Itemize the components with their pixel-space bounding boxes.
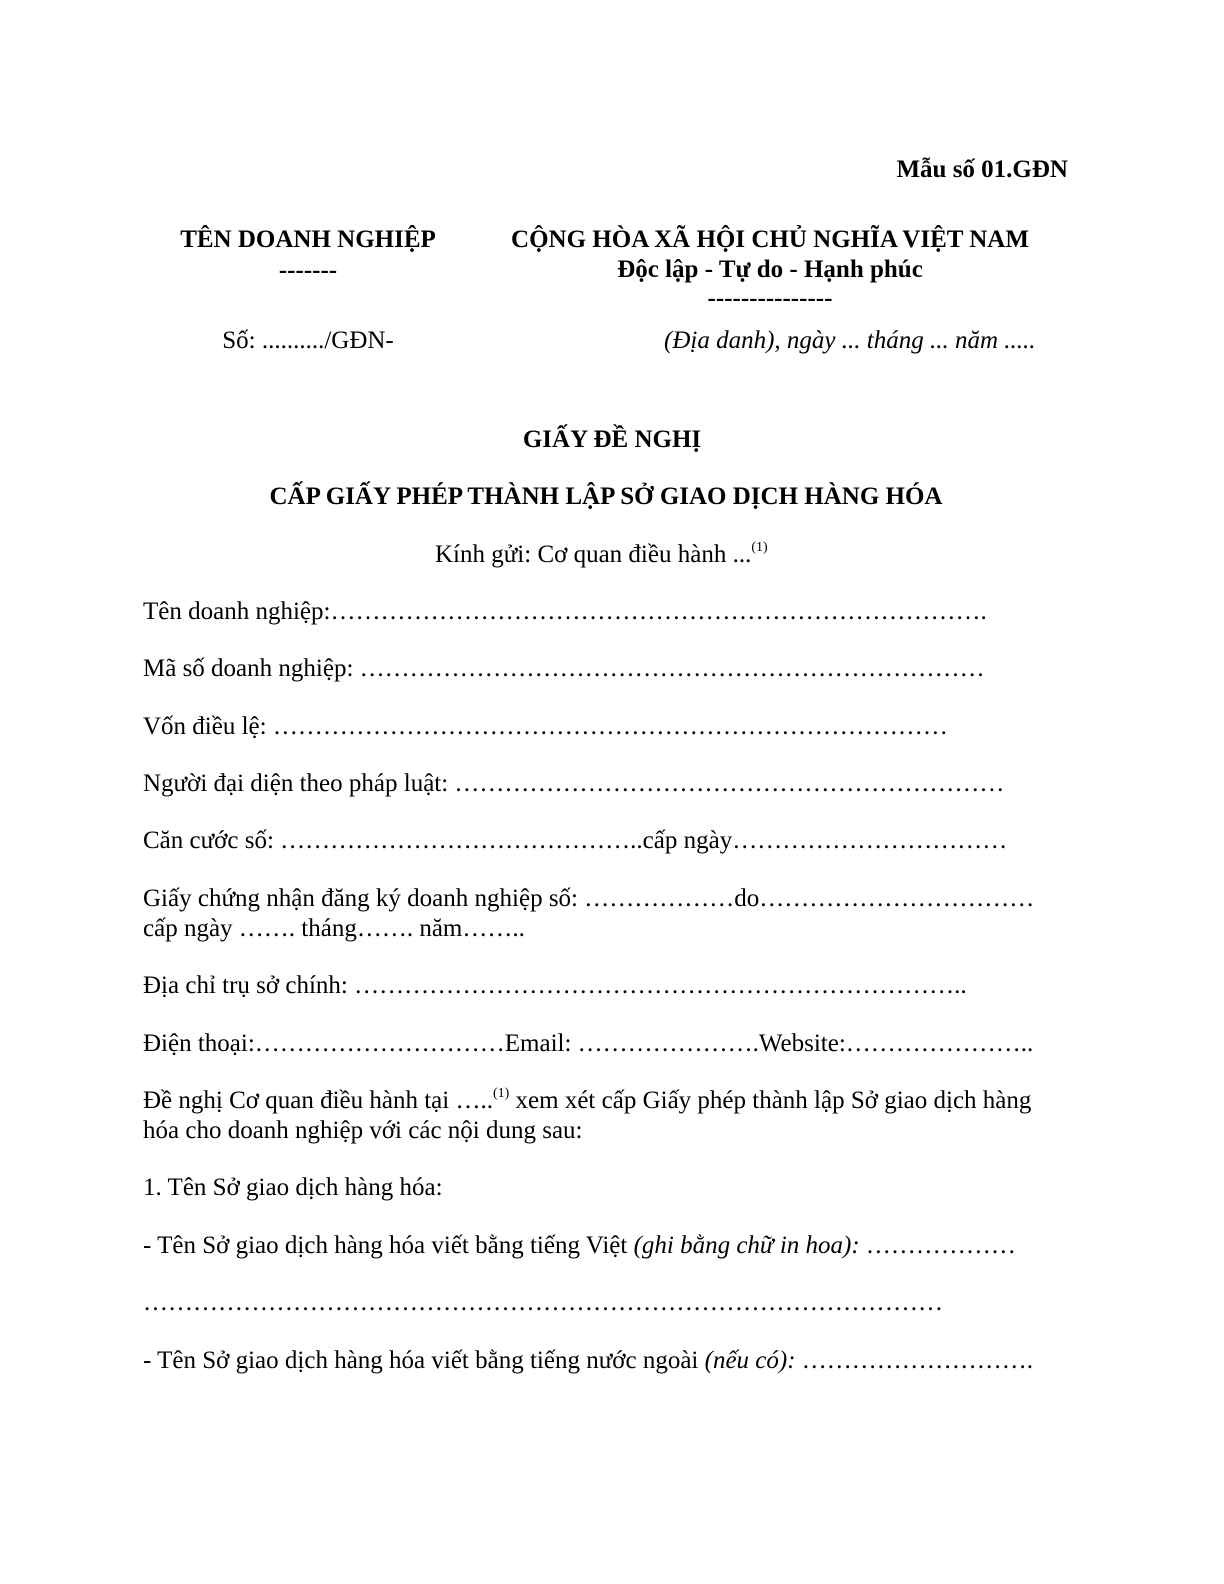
right-divider: ---------------	[707, 285, 833, 312]
request-text-start: Đề nghị Cơ quan điều hành tại …..	[143, 1087, 493, 1114]
document-number: Số: ........../GĐN-	[222, 327, 394, 354]
form-code: Mẫu số 01.GĐN	[896, 156, 1068, 183]
foreign-name-label: - Tên Sở giao dịch hàng hóa viết bằng tiếng nước ngoài	[143, 1347, 705, 1374]
vietnamese-name-label: - Tên Sở giao dịch hàng hóa viết bằng tiếng Việt	[143, 1232, 634, 1259]
foreign-name-dots: ……………………….	[795, 1347, 1034, 1374]
company-name-field: Tên doanh nghiệp:…………………………………………………………………….	[143, 598, 987, 625]
footnote-marker: (1)	[751, 540, 768, 555]
vietnamese-name-field	[143, 1231, 1016, 1261]
business-certificate-field: Giấy chứng nhận đăng ký doanh nghiệp số: ………………do……………………………	[143, 885, 1035, 912]
vietnamese-name-note: (ghi bằng chữ in hoa):	[633, 1232, 860, 1259]
document-title: GIẤY ĐỀ NGHỊ	[522, 426, 702, 453]
company-name-heading: TÊN DOANH NGHIỆP	[180, 226, 436, 253]
charter-capital-field: Vốn điều lệ: ………………………………………………………………………	[143, 713, 948, 740]
tax-code-field: Mã số doanh nghiệp: …………………………………………………………………	[143, 655, 985, 682]
foreign-name-field	[143, 1346, 1033, 1376]
section-1-heading: 1. Tên Sở giao dịch hàng hóa:	[143, 1174, 443, 1201]
request-line-1	[143, 1086, 1031, 1116]
foreign-name-note: (nếu có):	[704, 1347, 796, 1374]
id-card-field: Căn cước số: ……………………………………..cấp ngày……………………………	[143, 827, 1008, 854]
document-subtitle: CẤP GIẤY PHÉP THÀNH LẬP SỞ GIAO DỊCH HÀNG HÓA	[269, 483, 943, 510]
head-office-field: Địa chỉ trụ sở chính: ………………………………………………………………..	[143, 972, 967, 999]
request-text-end: xem xét cấp Giấy phép thành lập Sở giao dịch hàng	[509, 1087, 1032, 1114]
vietnamese-name-dots: ………………	[859, 1232, 1016, 1259]
recipient	[435, 540, 768, 570]
contact-field: Điện thoại:…………………………Email: ………………….Website:…………………..	[143, 1030, 1034, 1057]
footnote-marker: (1)	[492, 1086, 510, 1101]
nation-heading: CỘNG HÒA XÃ HỘI CHỦ NGHĨA VIỆT NAM	[511, 226, 1029, 253]
motto: Độc lập - Tự do - Hạnh phúc	[617, 256, 923, 283]
request-line-2: hóa cho doanh nghiệp với các nội dung sau:	[143, 1117, 583, 1144]
legal-representative-field: Người đại diện theo pháp luật: …………………………………………………………	[143, 770, 1005, 797]
dotted-line: ……………………………………………………………………………………	[143, 1289, 943, 1316]
recipient-text: Kính gửi: Cơ quan điều hành ...	[435, 541, 752, 568]
place-date: (Địa danh), ngày ... tháng ... năm .....	[664, 327, 1036, 354]
left-divider: -------	[278, 257, 338, 284]
business-certificate-date: cấp ngày ……. tháng……. năm……..	[143, 915, 525, 942]
